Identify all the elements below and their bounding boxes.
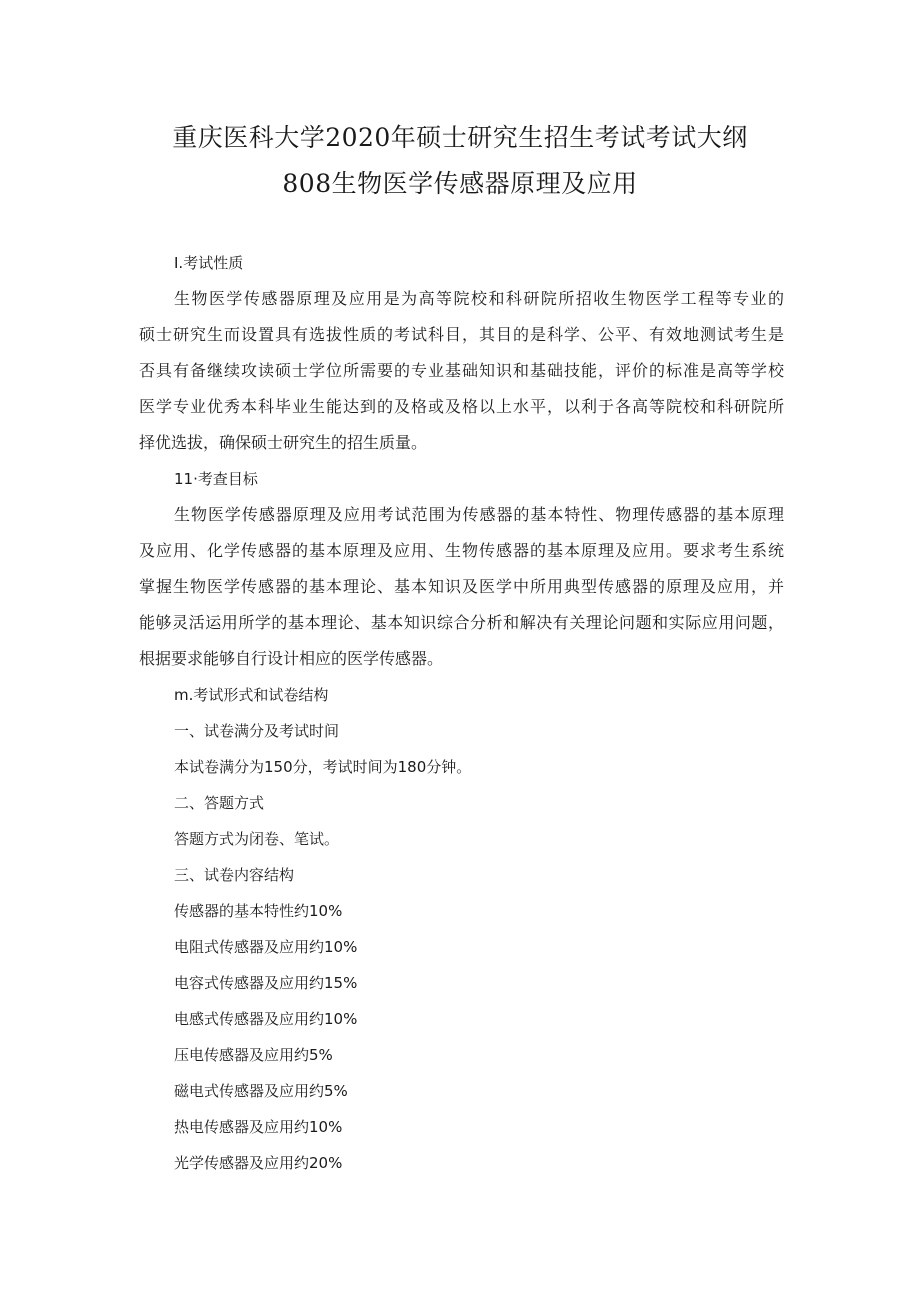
section-heading-exam-nature: I.考试性质: [174, 254, 244, 272]
paragraph-line: 根据要求能够自行设计相应的医学传感器。: [139, 649, 444, 668]
content-item: 电阻式传感器及应用约10%: [174, 938, 358, 956]
paragraph-line: 掌握生物医学传感器的基本理论、基本知识及医学中所用典型传感器的原理及应用，并: [139, 577, 784, 596]
paragraph-line: 医学专业优秀本科毕业生能达到的及格或及格以上水平，以利于各高等院校和科研院所: [139, 397, 784, 416]
paragraph-line: 生物医学传感器原理及应用是为高等院校和科研院所招收生物医学工程等专业的: [174, 289, 784, 308]
content-item: 光学传感器及应用约20%: [174, 1154, 343, 1172]
content-item: 热电传感器及应用约10%: [174, 1118, 343, 1136]
sub-heading-content-structure: 三、试卷内容结构: [174, 866, 295, 884]
paragraph-line: 硕士研究生而设置具有选拔性质的考试科目，其目的是科学、公平、有效地测试考生是: [139, 325, 784, 344]
content-item: 电感式传感器及应用约10%: [174, 1010, 358, 1028]
document-subtitle: 808生物医学传感器原理及应用: [282, 169, 638, 198]
score-time-text: 本试卷满分为150分，考试时间为180分钟。: [174, 758, 472, 776]
answer-method-text: 答题方式为闭卷、笔试。: [174, 830, 340, 848]
sub-heading-answer-method: 二、答题方式: [174, 794, 265, 812]
section-heading-exam-format: m.考试形式和试卷结构: [174, 686, 329, 704]
paragraph-line: 生物医学传感器原理及应用考试范围为传感器的基本特性、物理传感器的基本原理: [174, 505, 784, 524]
content-item: 压电传感器及应用约5%: [174, 1046, 333, 1064]
paragraph-line: 择优选拔，确保硕士研究生的招生质量。: [139, 433, 428, 452]
paragraph-line: 否具有备继续攻读硕士学位所需要的专业基础知识和基础技能，评价的标准是高等学校: [139, 361, 784, 380]
content-item: 电容式传感器及应用约15%: [174, 974, 358, 992]
section-heading-exam-objectives: 11·考查目标: [174, 470, 258, 488]
paragraph-line: 及应用、化学传感器的基本原理及应用、生物传感器的基本原理及应用。要求考生系统: [139, 541, 784, 560]
paragraph-line: 能够灵活运用所学的基本理论、基本知识综合分析和解决有关理论问题和实际应用问题，: [139, 613, 784, 632]
sub-heading-score-time: 一、试卷满分及考试时间: [174, 722, 340, 740]
content-item: 传感器的基本特性约10%: [174, 902, 343, 920]
document-title: 重庆医科大学2020年硕士研究生招生考试考试大纲: [172, 123, 748, 152]
content-item: 磁电式传感器及应用约5%: [174, 1082, 348, 1100]
